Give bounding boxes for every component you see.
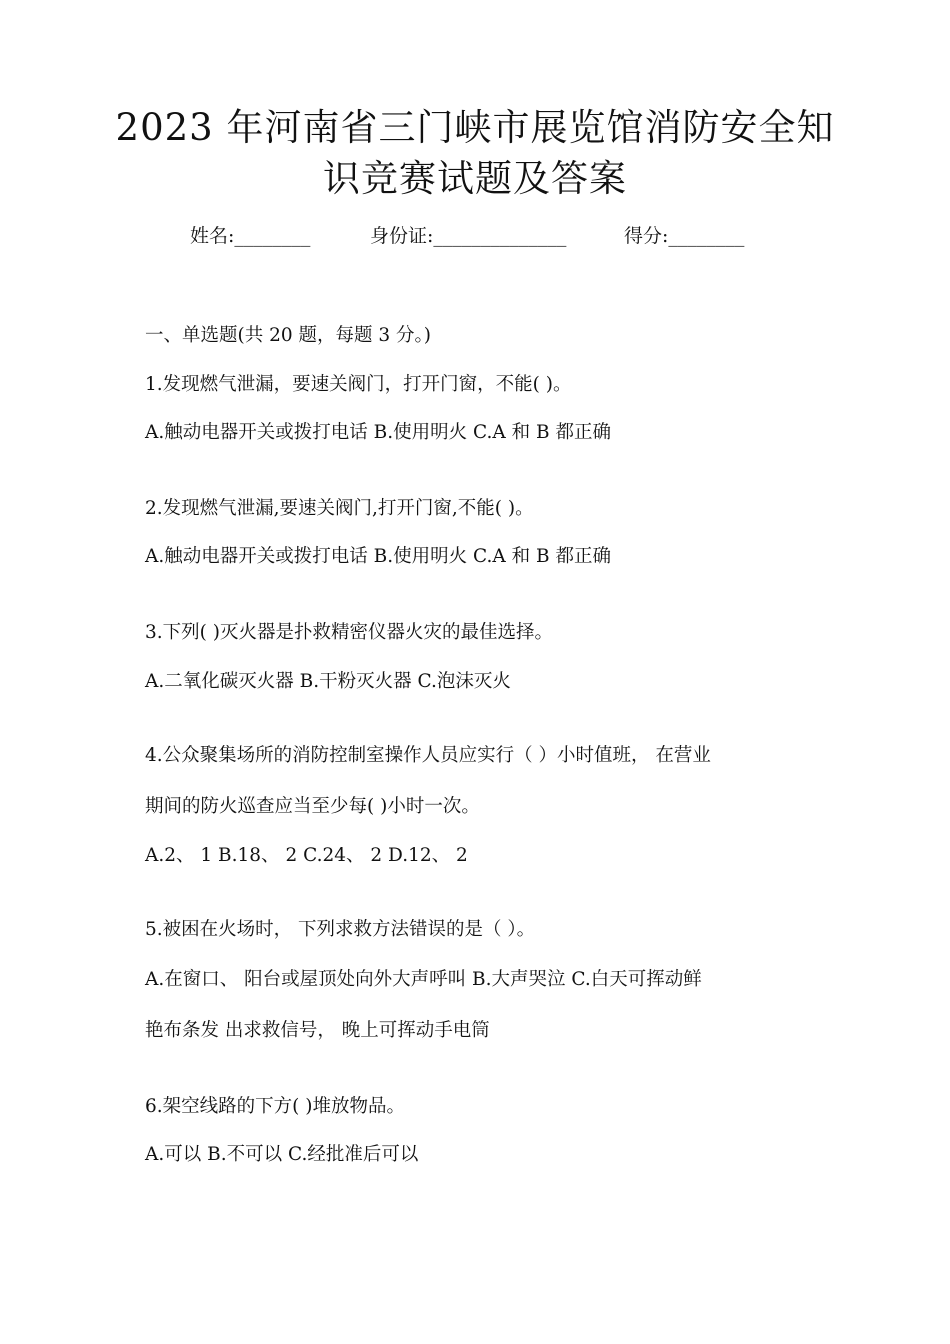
question-3-options: A.二氧化碳灭火器 B.干粉灭火器 C.泡沫灭火 [145,671,511,692]
name-field: 姓名:________ [190,225,311,247]
document-title-line-1: 2023 年河南省三门峡市展览馆消防安全知 [115,106,835,149]
document-title-line-2: 识竞赛试题及答案 [323,157,627,200]
question-6: 6.架空线路的下方( )堆放物品。 [145,1096,405,1117]
question-5: 5.被困在火场时， 下列求救方法错误的是（ ）。 [145,919,536,940]
question-1: 1.发现燃气泄漏，要速关阀门，打开门窗，不能( )。 [145,374,572,395]
section-heading: 一、单选题(共 20 题，每题 3 分。) [145,325,432,346]
score-field: 得分:________ [624,225,745,247]
id-field: 身份证:______________ [370,225,567,247]
question-5-options-line-2: 艳布条发 出求救信号， 晚上可挥动手电筒 [145,1020,490,1041]
question-2-options: A.触动电器开关或拨打电话 B.使用明火 C.A 和 B 都正确 [145,546,611,567]
question-3: 3.下列( )灭火器是扑救精密仪器火灾的最佳选择。 [145,622,553,643]
question-4-line-2: 期间的防火巡查应当至少每( )小时一次。 [145,796,480,817]
question-5-options-line-1: A.在窗口、 阳台或屋顶处向外大声呼叫 B.大声哭泣 C.白天可挥动鲜 [145,969,702,990]
question-4-line-1: 4.公众聚集场所的消防控制室操作人员应实行（ ）小时值班， 在营业 [145,745,711,766]
question-6-options: A.可以 B.不可以 C.经批准后可以 [145,1144,419,1165]
question-1-options: A.触动电器开关或拨打电话 B.使用明火 C.A 和 B 都正确 [145,422,611,443]
question-2: 2.发现燃气泄漏,要速关阀门,打开门窗,不能( )。 [145,498,534,519]
question-4-options: A.2、 1 B.18、 2 C.24、 2 D.12、 2 [145,845,468,866]
